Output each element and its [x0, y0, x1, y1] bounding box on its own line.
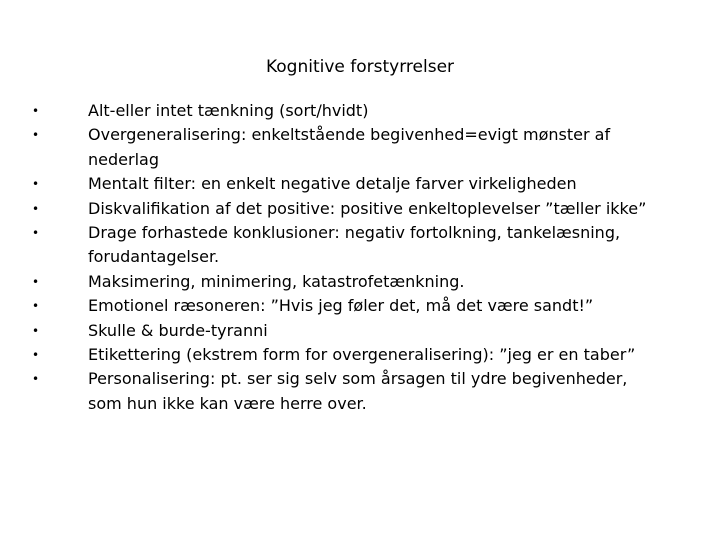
bullet-icon: • [32, 177, 40, 192]
bullet-item [32, 367, 663, 416]
slide-title: Kognitive forstyrrelser [265, 57, 455, 77]
bullet-text: Overgeneralisering: enkeltstående begivenhed=evigt mønster af nederlag [88, 125, 611, 169]
bullet-item [32, 221, 663, 270]
bullet-icon: • [32, 104, 40, 118]
bullet-item [32, 294, 663, 318]
bullet-text: Personalisering: pt. ser sig selv som årsagen til ydre begivenheder, som hun ikke kan være herre over. [88, 369, 628, 413]
bullet-item [32, 172, 663, 196]
bullet-icon: • [32, 274, 40, 289]
bullet-text: Mentalt filter: en enkelt negative detalje farver virkeligheden [88, 174, 577, 194]
bullet-text: Skulle & burde-tyranni [88, 320, 268, 340]
bullet-text: Emotionel ræsoneren: ”Hvis jeg føler det, må det være sandt!” [88, 296, 594, 316]
bullet-text: Etikettering (ekstrem form for overgeneralisering): ”jeg er en taber” [88, 345, 636, 365]
bullet-item [32, 343, 663, 367]
bullet-item [32, 123, 663, 172]
bullet-icon: • [32, 128, 40, 143]
bullet-icon: • [32, 201, 40, 216]
bullet-icon: • [32, 372, 40, 387]
bullet-icon: • [32, 348, 40, 363]
bullet-item [32, 197, 663, 221]
bullet-text: Diskvalifikation af det positive: positive enkeltoplevelser ”tæller ikke” [88, 198, 647, 218]
bullet-item [32, 99, 663, 123]
bullet-list [32, 99, 663, 416]
bullet-item [32, 270, 663, 294]
bullet-text: Maksimering, minimering, katastrofetænkning. [88, 271, 465, 291]
bullet-item [32, 319, 663, 343]
bullet-text: Alt-eller intet tænkning (sort/hvidt) [88, 101, 369, 120]
bullet-icon: • [32, 323, 40, 338]
bullet-icon: • [32, 299, 40, 314]
bullet-text: Drage forhastede konklusioner: negativ fortolkning, tankelæsning, forudantagelser. [88, 223, 621, 267]
bullet-icon: • [32, 226, 40, 241]
